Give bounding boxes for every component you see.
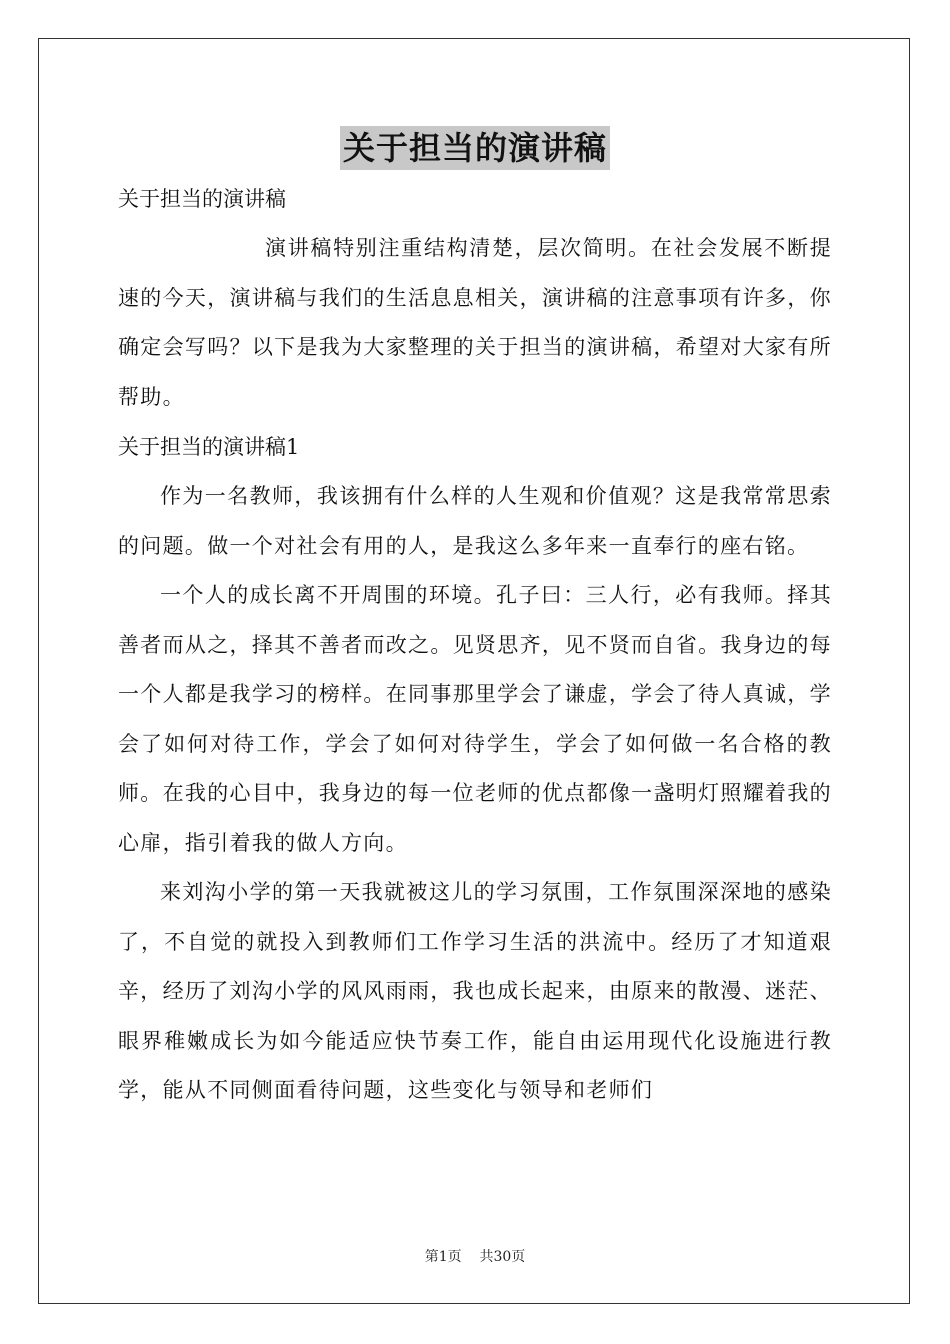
section-heading: 关于担当的演讲稿1	[118, 435, 300, 459]
intro-paragraph: 演讲稿特别注重结构清楚，层次简明。在社会发展不断提速的今天，演讲稿与我们的生活息息相关，演讲稿的注意事项有许多，你确定会写吗？以下是我为大家整理的关于担当的演讲稿，希望对大家有所帮助。	[118, 236, 832, 409]
page-footer	[0, 1246, 950, 1266]
title-container	[0, 126, 950, 170]
body-paragraph: 一个人的成长离不开周围的环境。孔子曰：三人行，必有我师。择其善者而从之，择其不善者而改之。见贤思齐，见不贤而自省。我身边的每一个人都是我学习的榜样。在同事那里学会了谦虚，学会了待人真诚，学会了如何对待工作，学会了如何对待学生，学会了如何做一名合格的教师。在我的心目中，我身边的每一位老师的优点都像一盏明灯照耀着我的心扉，指引着我的做人方向。	[118, 583, 832, 855]
document-body	[118, 174, 832, 1116]
document-subtitle: 关于担当的演讲稿	[118, 187, 286, 211]
document-title: 关于担当的演讲稿	[340, 126, 610, 170]
page-total: 共30页	[479, 1249, 526, 1265]
body-paragraph: 来刘沟小学的第一天我就被这儿的学习氛围，工作氛围深深地的感染了，不自觉的就投入到教师们工作学习生活的洪流中。经历了才知道艰辛，经历了刘沟小学的风风雨雨，我也成长起来，由原来的散漫、迷茫、眼界稚嫩成长为如今能适应快节奏工作，能自由运用现代化设施进行教学，能从不同侧面看待问题，这些变化与领导和老师们	[118, 880, 832, 1102]
page-number: 第1页	[424, 1249, 462, 1265]
body-paragraph: 作为一名教师，我该拥有什么样的人生观和价值观？这是我常常思索的问题。做一个对社会有用的人，是我这么多年来一直奉行的座右铭。	[118, 484, 832, 558]
